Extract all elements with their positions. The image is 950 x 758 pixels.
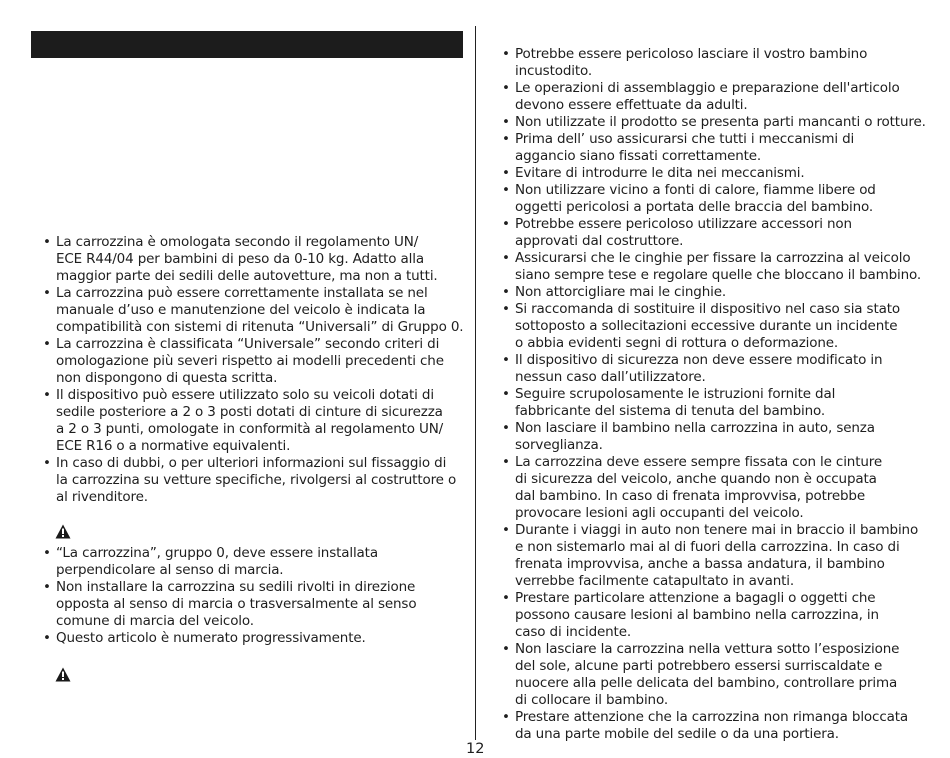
list-item: • La carrozzina deve essere sempre fissata con le cinture di sicurezza del veicolo, anche quando non è occupata dal bambino. In caso di frenata improvvisa, potrebbe provocare lesioni agli occupanti del veicolo. — [502, 454, 932, 522]
list-item: • La carrozzina può essere correttamente installata se nel manuale d’uso e manutenzione del veicolo è indicata la compatibilità con sistemi di ritenuta “Universali” di Gruppo 0. — [43, 285, 473, 336]
list-item: • In caso di dubbi, o per ulteriori informazioni sul fissaggio di la carrozzina su vetture specifiche, rivolgersi al costruttore o al rivenditore. — [43, 455, 473, 506]
list-item: • Il dispositivo di sicurezza non deve essere modificato in nessun caso dall’utilizzatore. — [502, 352, 932, 386]
list-item: • Prestare attenzione che la carrozzina non rimanga bloccata da una parte mobile del sedile o da una portiera. — [502, 709, 932, 743]
list-item: • Non utilizzate il prodotto se presenta parti mancanti o rotture. — [502, 114, 932, 131]
installation-list — [43, 545, 473, 647]
list-item: • Prestare particolare attenzione a bagagli o oggetti che possono causare lesioni al bambino nella carrozzina, in caso di incidente. — [502, 590, 932, 641]
compatibility-list — [43, 234, 473, 506]
list-item: • Le operazioni di assemblaggio e preparazione dell'articolo devono essere effettuate da adulti. — [502, 80, 932, 114]
warning-icon — [55, 524, 71, 539]
list-item: • Si raccomanda di sostituire il dispositivo nel caso sia stato sottoposto a sollecitazioni eccessive durante un incidente o abbia evidenti segni di rottura o deformazione. — [502, 301, 932, 352]
list-item: • Non installare la carrozzina su sedili rivolti in direzione opposta al senso di marcia o trasversalmente al senso comune di marcia del veicolo. — [43, 579, 473, 630]
list-item: • Potrebbe essere pericoloso lasciare il vostro bambino incustodito. — [502, 46, 932, 80]
list-item: • La carrozzina è classificata “Universale” secondo criteri di omologazione più severi rispetto ai modelli precedenti che non dispongono di questa scritta. — [43, 336, 473, 387]
list-item: • Prima dell’ uso assicurarsi che tutti i meccanismi di aggancio siano fissati correttamente. — [502, 131, 932, 165]
page-number: 12 — [466, 741, 485, 757]
list-item: • Non utilizzare vicino a fonti di calore, fiamme libere od oggetti pericolosi a portata delle braccia del bambino. — [502, 182, 932, 216]
list-item: • Questo articolo è numerato progressivamente. — [43, 630, 473, 647]
warning-icon — [55, 667, 71, 682]
column-divider — [475, 26, 476, 740]
list-item: • Evitare di introdurre le dita nei meccanismi. — [502, 165, 932, 182]
warnings-list — [502, 46, 932, 743]
list-item: • Non attorcigliare mai le cinghie. — [502, 284, 932, 301]
list-item: • Non lasciare la carrozzina nella vettura sotto l’esposizione del sole, alcune parti potrebbero essersi surriscaldate e nuocere alla pelle delicata del bambino, controllare prima di collocare il bambino. — [502, 641, 932, 709]
list-item: • Il dispositivo può essere utilizzato solo su veicoli dotati di sedile posteriore a 2 o 3 posti dotati di cinture di sicurezza a 2 o 3 punti, omologate in conformità al regolamento UN/ ECE R16 o a normative equivalenti. — [43, 387, 473, 455]
section-header-bar — [31, 31, 463, 58]
list-item: • Non lasciare il bambino nella carrozzina in auto, senza sorveglianza. — [502, 420, 932, 454]
list-item: • La carrozzina è omologata secondo il regolamento UN/ ECE R44/04 per bambini di peso da 0-10 kg. Adatto alla maggior parte dei sedili delle autovetture, ma non a tutti. — [43, 234, 473, 285]
list-item: • Potrebbe essere pericoloso utilizzare accessori non approvati dal costruttore. — [502, 216, 932, 250]
list-item: • “La carrozzina”, gruppo 0, deve essere installata perpendicolare al senso di marcia. — [43, 545, 473, 579]
list-item: • Seguire scrupolosamente le istruzioni fornite dal fabbricante del sistema di tenuta del bambino. — [502, 386, 932, 420]
list-item: • Durante i viaggi in auto non tenere mai in braccio il bambino e non sistemarlo mai al di fuori della carrozzina. In caso di frenata improvvisa, anche a bassa andatura, il bambino verrebbe facilmente catapultato in avanti. — [502, 522, 932, 590]
list-item: • Assicurarsi che le cinghie per fissare la carrozzina al veicolo siano sempre tese e regolare quelle che bloccano il bambino. — [502, 250, 932, 284]
